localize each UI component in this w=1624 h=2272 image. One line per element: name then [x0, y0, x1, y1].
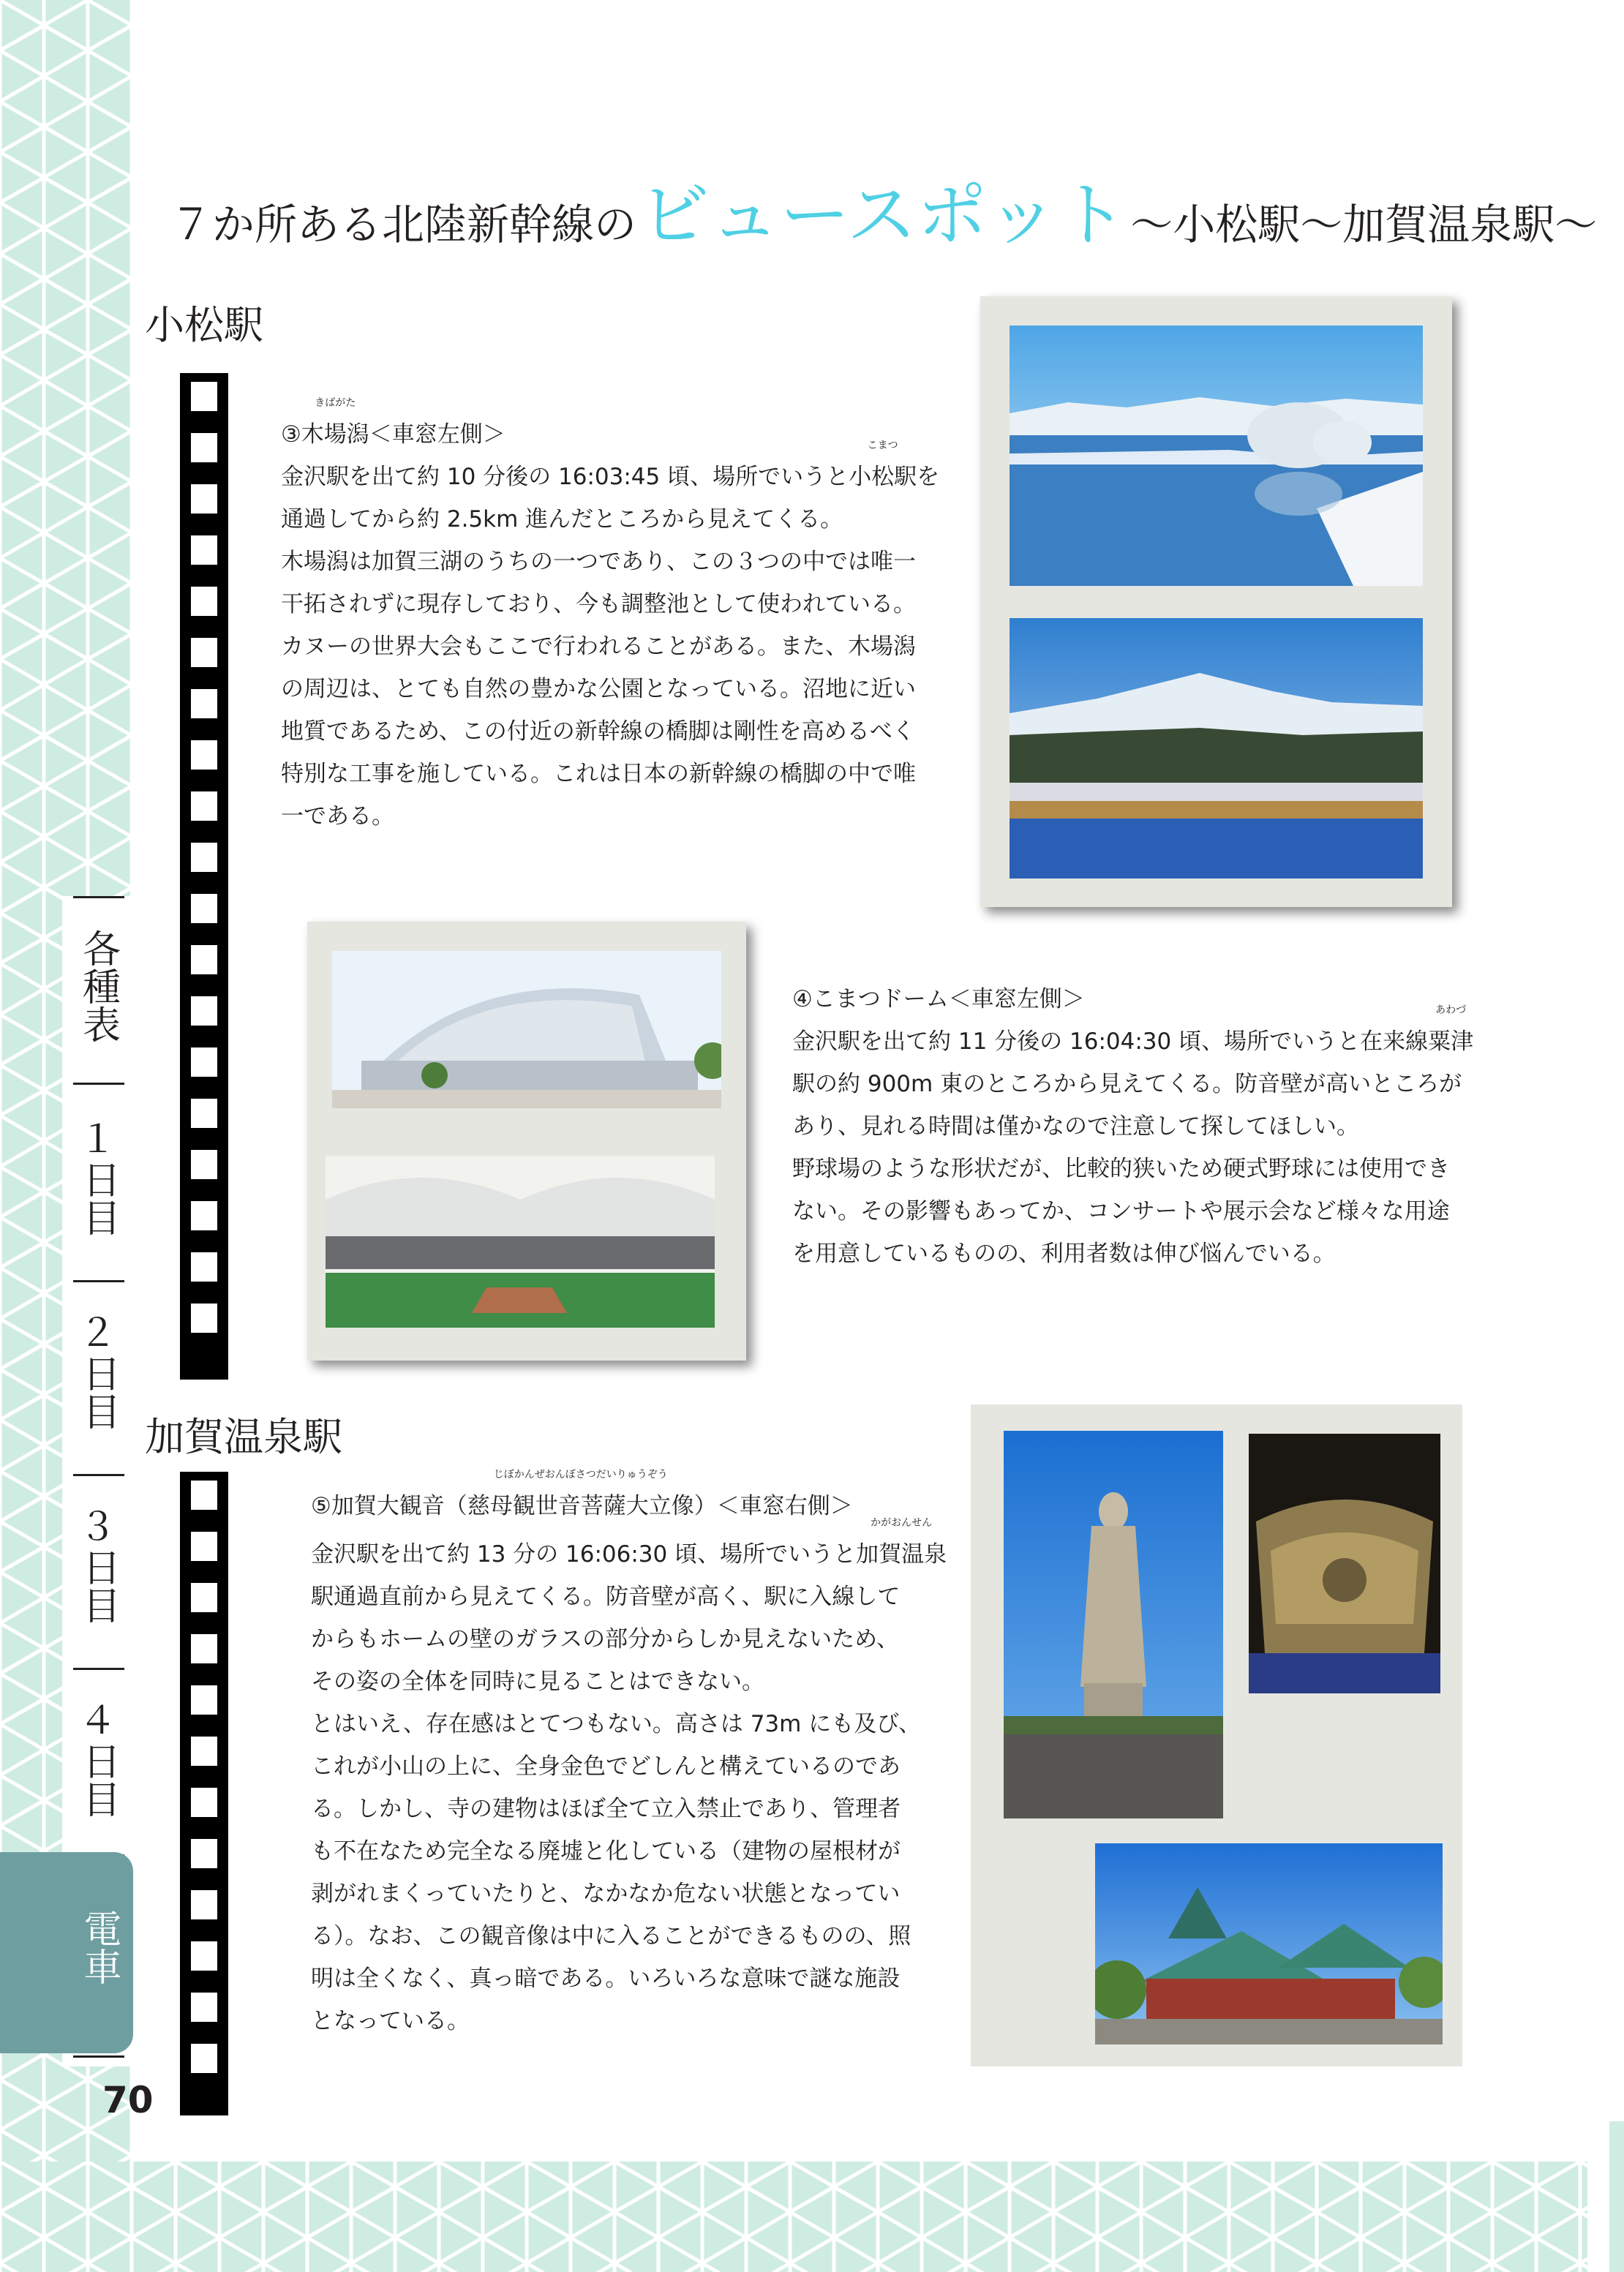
- film-hole: [191, 1481, 217, 1510]
- film-hole: [191, 484, 217, 514]
- spot-dome-heading: ④こまつドーム＜車窓左側＞: [792, 986, 1085, 1012]
- film-hole: [191, 587, 217, 616]
- title-prefix: ７か所ある北陸新幹線の: [170, 200, 637, 249]
- film-hole: [191, 791, 217, 821]
- film-hole: [191, 1788, 217, 1817]
- tab-day-2-number: ２: [78, 1312, 117, 1355]
- film-hole: [191, 1099, 217, 1128]
- text-line: 一である。: [281, 803, 394, 830]
- text-line: 特別な工事を施している。これは日本の新幹線の橋脚の中で唯: [281, 761, 916, 787]
- text-line: からもホームの壁のガラスの部分からしか見えないため、: [311, 1626, 899, 1652]
- film-hole: [191, 1737, 217, 1766]
- film-hole: [191, 1047, 217, 1077]
- page-number: 70: [102, 2079, 154, 2121]
- title-highlight: ビュースポット: [639, 174, 1128, 256]
- text-line: の周辺は、とても自然の豊かな公園となっている。沼地に近い: [281, 676, 916, 702]
- title-suffix: 〜小松駅〜加賀温泉駅〜: [1130, 200, 1598, 249]
- kibagata-lake-photo: [1010, 326, 1423, 586]
- text-line: 野球場のような形状だが、比較的狭いため硬式野球には使用でき: [792, 1156, 1450, 1182]
- pattern-border-right: [1609, 2121, 1624, 2272]
- kannon-temple-photo: [1095, 1843, 1443, 2045]
- tab-day-1-number: １: [78, 1118, 117, 1162]
- film-strip-decoration: [180, 373, 228, 1380]
- film-hole: [191, 689, 217, 718]
- text-line: となっている。: [311, 2008, 470, 2034]
- film-hole: [191, 535, 217, 565]
- pattern-border-bottom: [0, 2162, 1587, 2272]
- photo-frame-kannon: [971, 1404, 1462, 2066]
- film-hole: [191, 1685, 217, 1715]
- film-hole: [191, 894, 217, 923]
- dome-exterior-photo: [332, 951, 721, 1108]
- tab-divider: [73, 1280, 124, 1282]
- dome-interior-photo: [326, 1156, 715, 1328]
- text-line: 干拓されずに現存しており、今も調整池として使われている。: [281, 591, 916, 617]
- spot-dome-text: [792, 978, 1473, 1275]
- tab-day-4-label: 日目: [75, 1742, 120, 1818]
- film-hole: [191, 843, 217, 872]
- text-line: 駅の約 900m 東のところから見えてくる。防音壁が高いところが: [792, 1071, 1462, 1097]
- tab-train-label: 電車: [77, 1909, 121, 1985]
- text-line: 金沢駅を出て約 11 分後の 16:04:30 頃、場所でいうと在来線 あわづ 粟津: [792, 1004, 1474, 1055]
- text-line: とはいえ、存在感はとてつもない。高さは 73m にも及び、: [311, 1711, 921, 1737]
- film-hole: [191, 433, 217, 462]
- tab-divider: [73, 1083, 124, 1085]
- film-hole: [191, 382, 217, 411]
- text-line: 木場潟は加賀三湖のうちの一つであり、この３つの中では唯一: [281, 549, 916, 575]
- tab-divider: [73, 2055, 124, 2058]
- film-hole: [191, 1993, 217, 2022]
- film-strip-decoration: [180, 1472, 228, 2115]
- text-line: る）。なお、この観音像は中に入ることができるものの、照: [311, 1923, 911, 1949]
- film-hole: [191, 1941, 217, 1971]
- film-hole: [191, 1634, 217, 1663]
- text-line: 金沢駅を出て約 13 分の 16:06:30 頃、場所でいうと かがおんせん 加賀温泉: [311, 1517, 947, 1568]
- film-hole: [191, 1839, 217, 1868]
- text-line: る。しかし、寺の建物はほぼ全て立入禁止であり、管理者: [311, 1796, 901, 1822]
- tab-day-3-number: ３: [78, 1505, 117, 1549]
- tab-day-3-label: 日目: [75, 1548, 120, 1624]
- text-line: を用意しているものの、利用者数は伸び悩んでいる。: [792, 1241, 1336, 1267]
- film-hole: [191, 1890, 217, 1919]
- tab-day-2-label: 日目: [75, 1354, 120, 1430]
- film-hole: [191, 1252, 217, 1282]
- film-hole: [191, 945, 217, 974]
- section-heading-komatsu: 小松駅: [145, 302, 263, 348]
- film-hole: [191, 1304, 217, 1333]
- text-line: 地質であるため、この付近の新幹線の橋脚は剛性を高めるべく: [281, 718, 915, 745]
- text-line: 通過してから約 2.5km 進んだところから見えてくる。: [281, 506, 843, 533]
- tab-divider: [73, 896, 124, 898]
- text-line: 明は全くなく、真っ暗である。いろいろな意味で謎な施設: [311, 1966, 901, 1992]
- film-hole: [191, 1201, 217, 1230]
- text-line: カヌーの世界大会もここで行われることがある。また、木場潟: [281, 633, 916, 660]
- spot-kibagata-heading: ③ きばがた 木場潟＜車窓左側＞: [281, 397, 505, 448]
- kannon-bell-photo: [1249, 1434, 1440, 1693]
- tab-day-4[interactable]: [62, 1701, 133, 1818]
- page-title: [170, 159, 1597, 260]
- spot-kannon-heading: ⑤加賀大観音（ じぼかんぜおんぼさつだいりゅうぞう 慈母観世音菩薩大立像）＜車窓右側＞: [311, 1469, 853, 1519]
- tab-divider: [73, 1668, 124, 1670]
- text-line: これが小山の上に、全身金色でどしんと構えているのであ: [311, 1753, 901, 1780]
- tab-day-1[interactable]: [62, 1119, 133, 1236]
- kibagata-mountain-photo: [1010, 618, 1423, 879]
- tab-day-3[interactable]: [62, 1507, 133, 1624]
- text-line: 剥がれまくっていたりと、なかなか危ない状態となってい: [311, 1881, 901, 1907]
- photo-frame-kibagata: [980, 296, 1452, 907]
- spot-kibagata-text: [281, 397, 940, 838]
- text-line: あり、見れる時間は僅かなので注意して探してほしい。: [792, 1113, 1359, 1140]
- text-line: 金沢駅を出て約 10 分後の 16:03:45 頃、場所でいうと こまつ 小松駅を: [281, 440, 940, 490]
- film-hole: [191, 1532, 217, 1561]
- text-line: その姿の全体を同時に見ることはできない。: [311, 1669, 764, 1695]
- text-line: も不在なため完全なる廃墟と化している（建物の屋根材が: [311, 1838, 901, 1865]
- film-hole: [191, 1583, 217, 1612]
- film-hole: [191, 2044, 217, 2073]
- tab-schedules[interactable]: [62, 929, 133, 1043]
- tab-day-1-label: 日目: [75, 1160, 120, 1236]
- film-hole: [191, 1150, 217, 1179]
- spot-kannon-text: [311, 1469, 947, 2042]
- kannon-statue-photo: [1004, 1431, 1223, 1818]
- text-line: 駅通過直前から見えてくる。防音壁が高く、駅に入線して: [311, 1584, 901, 1610]
- section-heading-kaga: 加賀温泉駅: [145, 1414, 342, 1460]
- tab-divider: [73, 1474, 124, 1476]
- film-hole: [191, 740, 217, 770]
- film-hole: [191, 996, 217, 1026]
- text-line: ない。その影響もあってか、コンサートや展示会など様々な用途: [792, 1198, 1450, 1225]
- tab-day-2[interactable]: [62, 1313, 133, 1430]
- photo-frame-dome: [307, 922, 746, 1361]
- tab-schedules-label: 各種表: [75, 929, 120, 1043]
- tab-day-4-number: ４: [78, 1699, 117, 1743]
- film-hole: [191, 638, 217, 667]
